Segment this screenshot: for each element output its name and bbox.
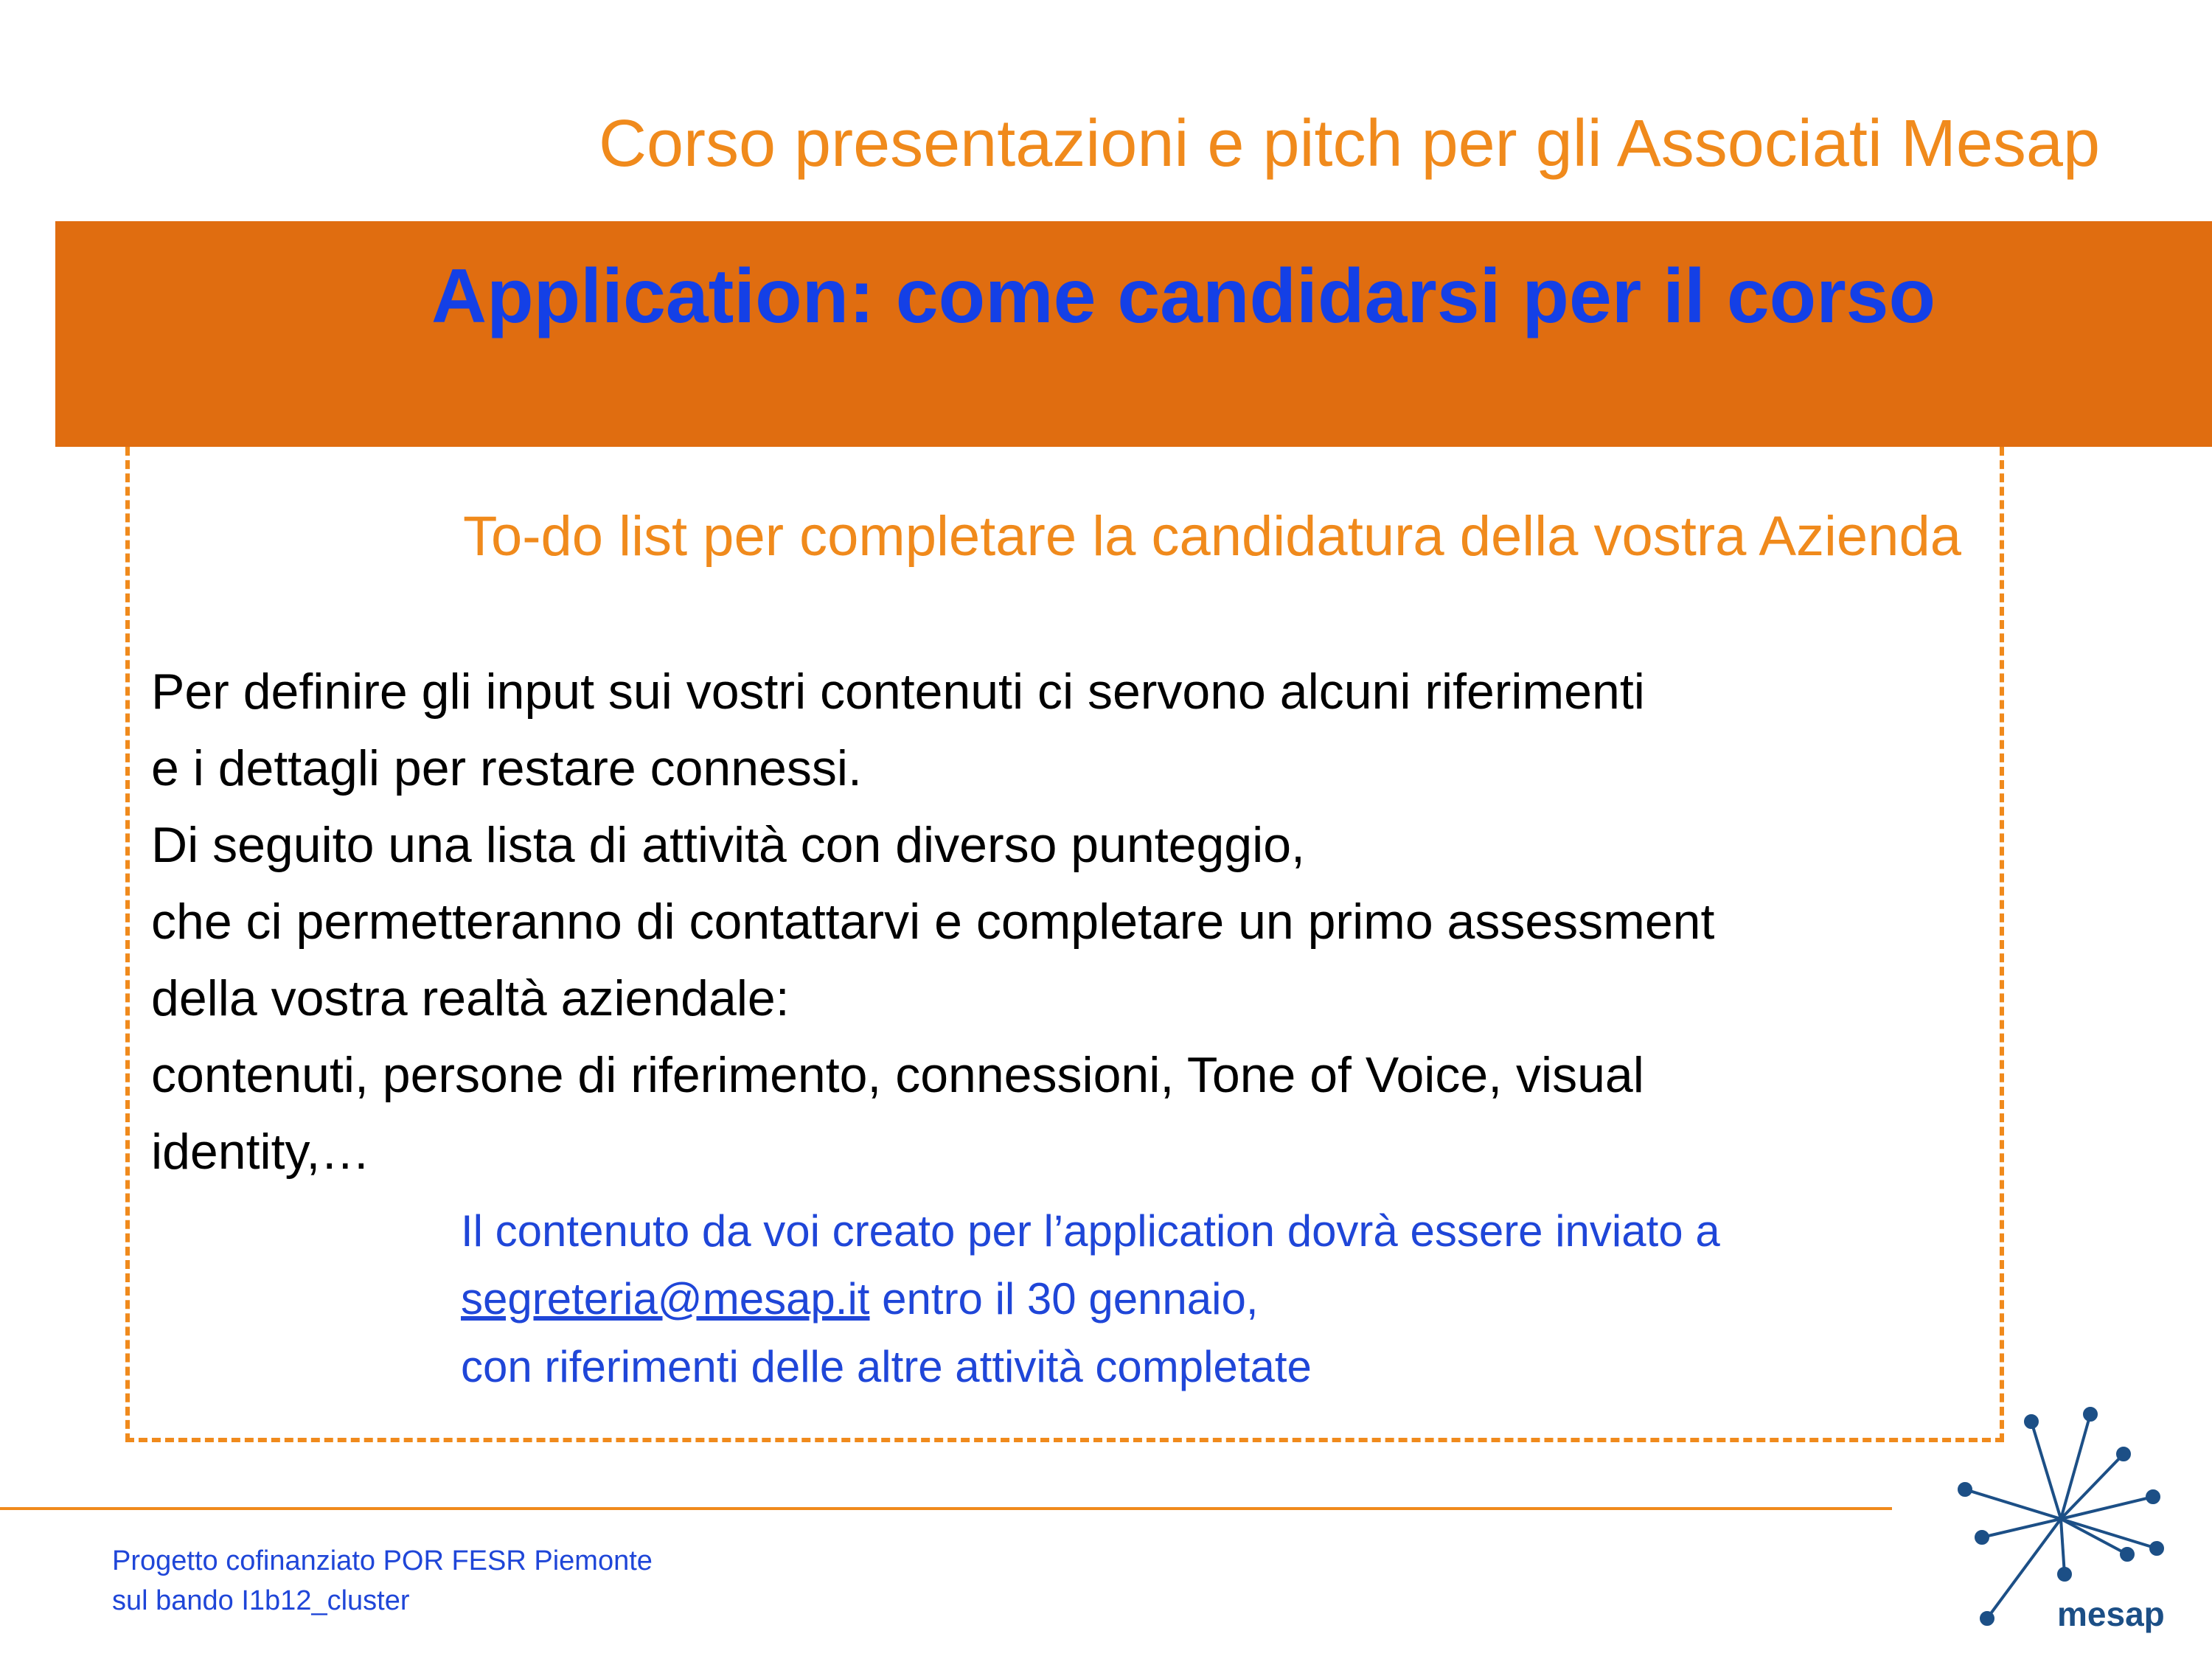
footer-line: sul bando I1b12_cluster	[112, 1585, 410, 1616]
body-paragraph	[151, 653, 1935, 1190]
note-line: con riferimenti delle altre attività completate	[461, 1342, 1312, 1391]
note-deadline: entro il 30 gennaio,	[869, 1274, 1259, 1324]
todo-subtitle: To-do list per completare la candidatura della vostra Azienda	[462, 505, 1961, 568]
body-line: contenuti, persone di riferimento, connessioni, Tone of Voice, visual	[151, 1047, 1644, 1103]
footer-line: Progetto cofinanziato POR FESR Piemonte	[112, 1545, 653, 1576]
mesap-logo-text: mesap	[2057, 1595, 2165, 1633]
submission-note	[461, 1197, 1720, 1401]
slide-title: Application: come candidarsi per il corso	[431, 254, 1936, 339]
body-line: della vostra realtà aziendale:	[151, 970, 790, 1026]
body-line: e i dettagli per restare connessi.	[151, 740, 862, 796]
body-line: Per definire gli input sui vostri contenuti ci servono alcuni riferimenti	[151, 664, 1645, 720]
note-line	[461, 1265, 1720, 1333]
email-link[interactable]: segreteria@mesap.it	[461, 1274, 870, 1324]
note-line: Il contenuto da voi creato per l’application dovrà essere inviato a	[461, 1206, 1720, 1256]
body-line: Di seguito una lista di attività con diverso punteggio,	[151, 817, 1305, 873]
body-line: identity,…	[151, 1124, 371, 1180]
footer-credits	[112, 1541, 653, 1621]
footer-divider	[0, 1507, 1892, 1510]
course-title: Corso presentazioni e pitch per gli Associati Mesap	[598, 107, 2100, 181]
body-line: che ci permetteranno di contattarvi e completare un primo assessment	[151, 894, 1715, 950]
